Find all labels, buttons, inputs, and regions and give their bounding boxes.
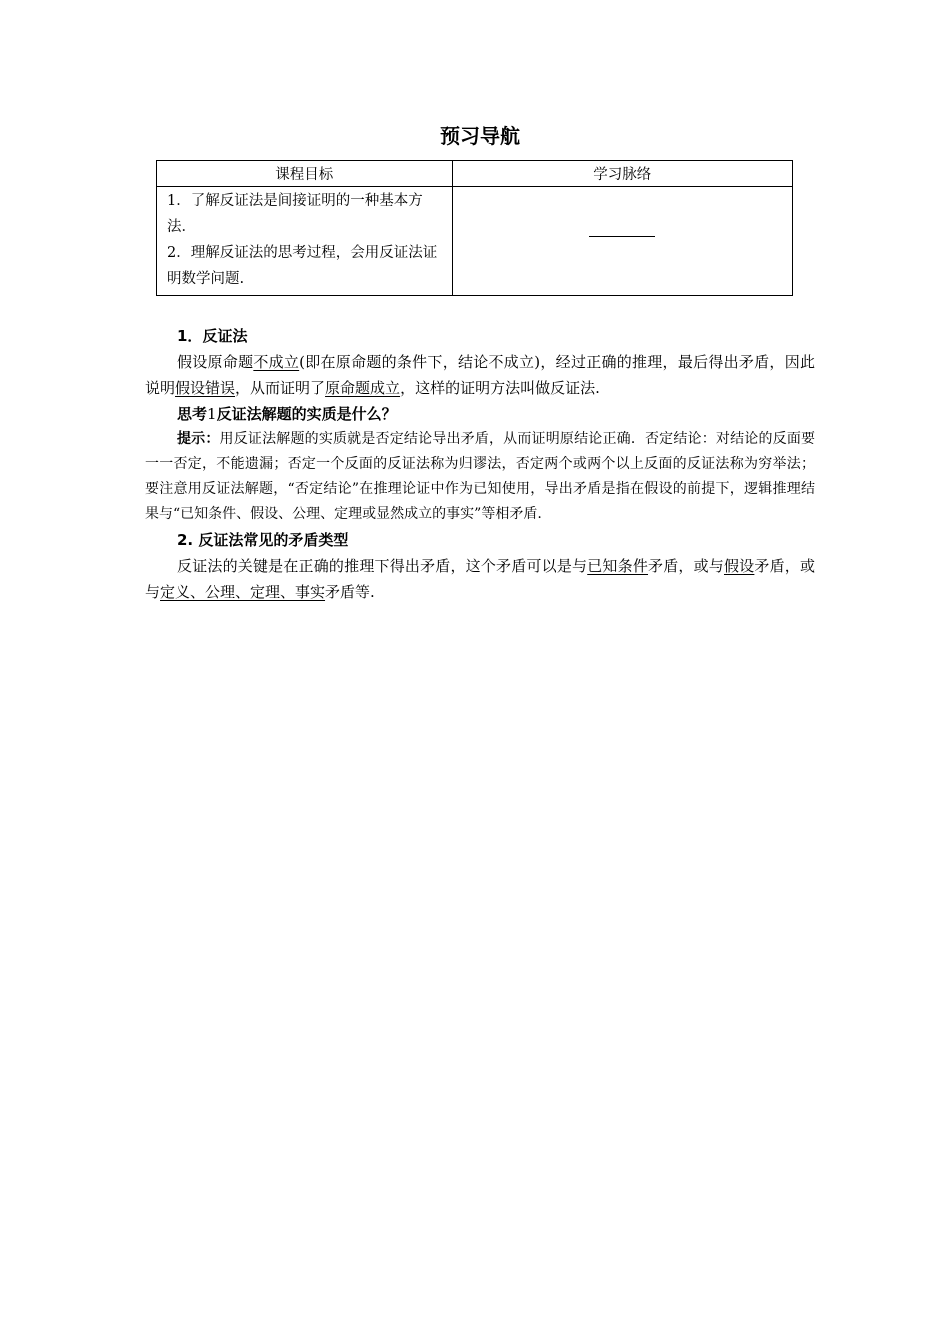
body-text [145, 323, 815, 605]
goal-item: 2．理解反证法的思考过程，会用反证法证明数学问题. [167, 245, 438, 287]
think-label: 思考 [177, 405, 208, 423]
section-title: 反证法 [202, 327, 248, 345]
header-learning-path: 学习脉络 [452, 161, 792, 187]
table-row [157, 187, 793, 296]
paragraph-text: 反证法的关键是在正确的推理下得出矛盾，这个矛盾可以是与 [177, 557, 588, 575]
fill-blank-answer: 不成立 [253, 353, 300, 371]
document-page [145, 118, 815, 605]
goals-table [156, 160, 793, 296]
section-paragraph [145, 349, 815, 401]
section-title: 反证法常见的矛盾类型 [198, 531, 349, 549]
section-heading [145, 323, 815, 349]
goal-item: 1．了解反证法是间接证明的一种基本方法． [167, 193, 423, 235]
course-goals-cell [157, 187, 453, 296]
think-number: 1 [207, 405, 217, 423]
section-heading [145, 527, 815, 553]
tip-paragraph [145, 427, 815, 527]
header-course-goals: 课程目标 [157, 161, 453, 187]
tip-text: 用反证法解题的实质就是否定结论导出矛盾，从而证明原结论正确．否定结论：对结论的反面要一一否定，不能遗漏；否定一个反面的反证法称为归谬法，否定两个或两个以上反面的反证法称为穷举法；要注意用反证法解题，“否定结论”在推理论证中作为已知使用，导出矛盾是指在假设的前提下，逻辑推理结果与“已知条件、假设、公理、定理或显然成立的事实”等相矛盾. [145, 431, 815, 522]
paragraph-text: ，从而证明了 [235, 379, 326, 397]
learning-path-cell [452, 187, 792, 296]
paragraph-text: 矛盾，或与 [648, 557, 724, 575]
paragraph-text: (即在原命题的条件下，结论不成立)，经过正确的推理，最后得出矛盾，因此说明 [145, 353, 815, 397]
fill-blank-answer: 已知条件 [587, 557, 649, 575]
section-number: 2. [177, 531, 194, 549]
section-number: 1． [177, 327, 203, 345]
paragraph-text: 矛盾，或与 [145, 557, 815, 601]
paragraph-text: 假设原命题 [177, 353, 254, 371]
page-title: 预习导航 [440, 124, 520, 148]
fill-blank-answer: 假设错误 [175, 379, 236, 397]
learning-path-blank [589, 236, 655, 237]
section-paragraph [145, 553, 815, 605]
fill-blank-answer: 原命题成立 [325, 379, 401, 397]
paragraph-text: 矛盾等. [325, 583, 375, 601]
fill-blank-answer: 假设 [723, 557, 755, 575]
think-question [145, 401, 815, 427]
think-question-text: 反证法解题的实质是什么？ [216, 405, 397, 423]
fill-blank-answer: 定义、公理、定理、事实 [160, 583, 326, 601]
table-header-row [157, 161, 793, 187]
tip-label: 提示： [177, 431, 220, 447]
paragraph-text: ，这样的证明方法叫做反证法. [400, 379, 600, 397]
